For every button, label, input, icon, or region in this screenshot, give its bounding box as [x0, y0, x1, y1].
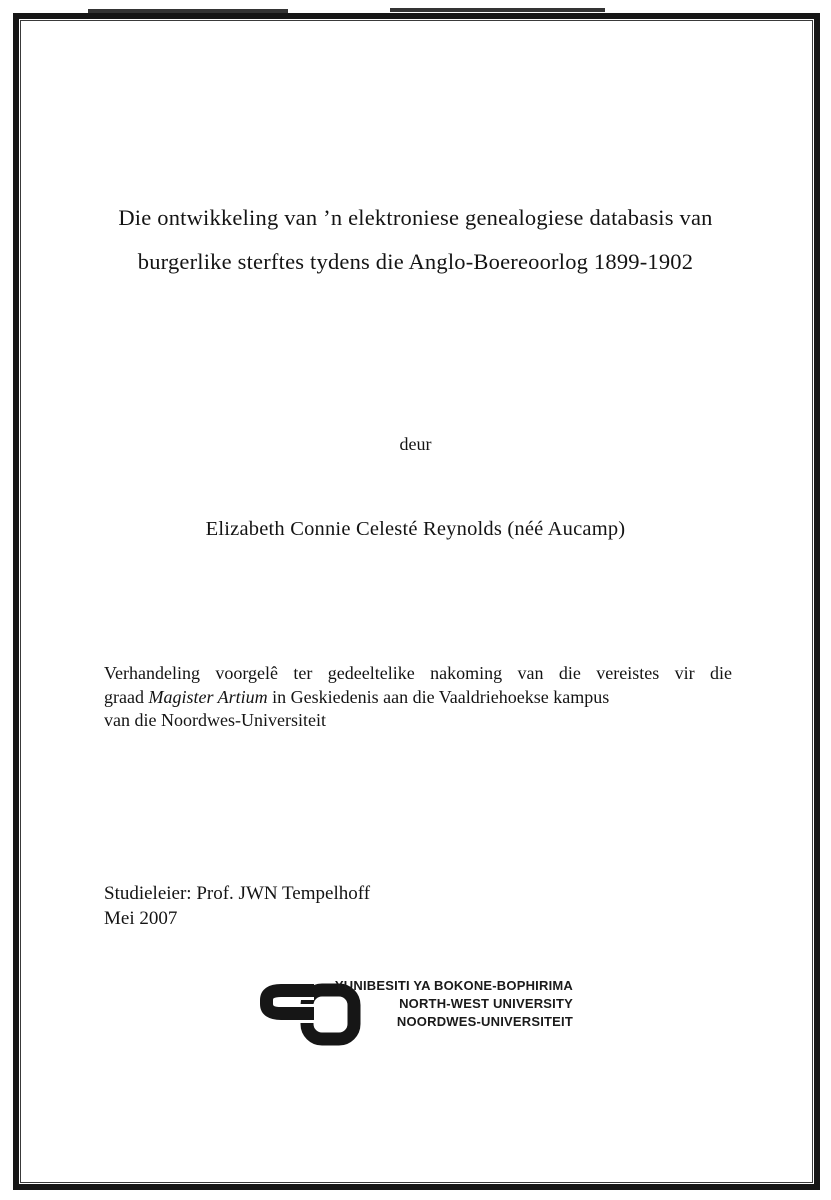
degree-statement-line-3: van die Noordwes-Universiteit	[104, 710, 326, 731]
thesis-title	[55, 196, 776, 284]
university-name-afrikaans: NOORDWES-UNIVERSITEIT	[396, 1014, 573, 1029]
university-name-english: NORTH-WEST UNIVERSITY	[399, 996, 573, 1011]
thesis-title-line-1: Die ontwikkeling van ’n elektroniese genealogiese databasis van	[118, 205, 713, 230]
author-name: Elizabeth Connie Celesté Reynolds (néé Aucamp)	[205, 518, 626, 540]
degree-statement-line-2	[104, 686, 732, 710]
degree-name-italic: Magister Artium	[148, 686, 268, 707]
university-name-setswana: YUNIBESITI YA BOKONE-BOPHIRIMA	[334, 978, 573, 993]
degree-statement-line-1: Verhandeling voorgelê ter gedeeltelike nakoming van die vereistes vir die	[104, 663, 732, 683]
degree-statement-line-2-post: in Geskiedenis aan die Vaaldriehoekse kampus	[267, 686, 610, 707]
scan-artifact	[390, 8, 605, 12]
byline-deur: deur	[399, 434, 432, 454]
thesis-title-line-2: burgerlike sterftes tydens die Anglo-Boereoorlog 1899-1902	[137, 249, 694, 274]
scan-artifact	[88, 9, 288, 13]
supervisor-line: Studieleier: Prof. JWN Tempelhoff	[104, 883, 371, 904]
degree-statement-line-2-pre: graad	[104, 686, 149, 707]
university-logo-text	[335, 977, 573, 1031]
degree-statement	[104, 662, 732, 733]
date-line: Mei 2007	[104, 908, 178, 929]
